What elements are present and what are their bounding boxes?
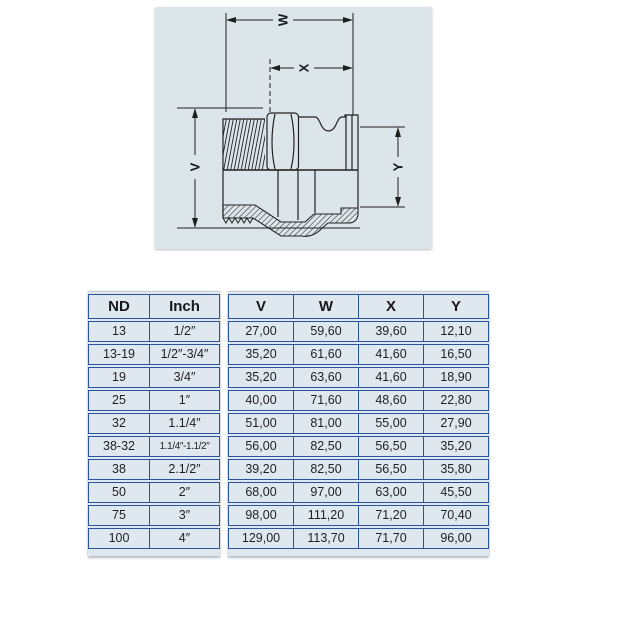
dim-label-w: W: [275, 13, 291, 27]
inch-value: 1.1/4″: [149, 414, 219, 433]
v-value: 27,00: [245, 324, 277, 339]
nd-value: 13: [112, 324, 126, 339]
inch-value: 1″: [149, 391, 219, 410]
table-row: [88, 459, 220, 480]
y-value: 12,10: [423, 322, 488, 341]
nd-value: 75: [112, 508, 126, 523]
nd-value: 50: [112, 485, 126, 500]
nd-value: 38-32: [103, 439, 135, 454]
x-value: 56,50: [358, 460, 423, 479]
table-row: [88, 482, 220, 503]
w-value: 71,60: [293, 391, 358, 410]
fitting-body: [213, 113, 358, 220]
section-hatch-band: [223, 205, 358, 236]
nd-value: 100: [108, 531, 130, 546]
y-value: 16,50: [423, 345, 488, 364]
cam-groove-profile: [299, 115, 359, 170]
table-row: [228, 528, 489, 549]
y-value: 18,90: [423, 368, 488, 387]
table-row: [88, 413, 220, 434]
table-row: [228, 390, 489, 411]
column-header-y: Y: [423, 295, 488, 318]
inch-value: 3/4″: [149, 368, 219, 387]
table-row: [88, 528, 220, 549]
hex-facet-right: [291, 114, 294, 169]
fitting-technical-drawing: [155, 7, 432, 249]
table-row: [88, 505, 220, 526]
x-value: 41,60: [358, 368, 423, 387]
end-cap-lines: [346, 115, 352, 170]
w-value: 97,00: [293, 483, 358, 502]
dim-label-y: Y: [390, 162, 406, 172]
inch-value: 1/2″-3/4″: [149, 345, 219, 364]
table-row: [228, 482, 489, 503]
y-value: 27,90: [423, 414, 488, 433]
table-row: [228, 344, 489, 365]
x-value: 56,50: [358, 437, 423, 456]
y-value: 35,20: [423, 437, 488, 456]
dim-label-x: X: [296, 63, 312, 73]
inch-value: 1/2″: [149, 322, 219, 341]
thread-section: [213, 118, 272, 171]
x-value: 48,60: [358, 391, 423, 410]
x-value: 63,00: [358, 483, 423, 502]
w-value: 59,60: [293, 322, 358, 341]
table-row: [228, 367, 489, 388]
v-value: 51,00: [245, 416, 277, 431]
thread-teeth: [223, 218, 253, 223]
fitting-diagram-panel: [155, 7, 432, 249]
v-value: 98,00: [245, 508, 277, 523]
nd-value: 38: [112, 462, 126, 477]
dimension-lines: [177, 13, 405, 228]
x-value: 55,00: [358, 414, 423, 433]
nd-value: 13-19: [103, 347, 135, 362]
y-value: 35,80: [423, 460, 488, 479]
table-row: [228, 436, 489, 457]
nd-value: 19: [112, 370, 126, 385]
v-value: 40,00: [245, 393, 277, 408]
inch-value: 2″: [149, 483, 219, 502]
v-value: 35,20: [245, 347, 277, 362]
column-header-w: W: [293, 295, 358, 318]
v-value: 39,20: [245, 462, 277, 477]
y-value: 45,50: [423, 483, 488, 502]
inch-value: 3″: [149, 506, 219, 525]
hex-facet-left: [272, 114, 275, 169]
w-value: 82,50: [293, 437, 358, 456]
x-value: 39,60: [358, 322, 423, 341]
column-header-v: V: [255, 298, 266, 315]
y-value: 22,80: [423, 391, 488, 410]
x-value: 71,20: [358, 506, 423, 525]
table-row: [88, 344, 220, 365]
y-value: 96,00: [423, 529, 488, 548]
column-header-inch: Inch: [149, 295, 219, 318]
nd-value: 32: [112, 416, 126, 431]
inch-value: 2.1/2″: [149, 460, 219, 479]
nd-inch-table: [88, 292, 220, 556]
dim-label-v: V: [187, 162, 203, 172]
w-value: 82,50: [293, 460, 358, 479]
table-header-row: [88, 294, 220, 319]
v-value: 68,00: [245, 485, 277, 500]
v-value: 56,00: [245, 439, 277, 454]
table-header-row: [228, 294, 489, 319]
table-row: [88, 390, 220, 411]
w-value: 81,00: [293, 414, 358, 433]
v-value: 35,20: [245, 370, 277, 385]
y-value: 70,40: [423, 506, 488, 525]
table-row: [88, 436, 220, 457]
inch-value: 4″: [149, 529, 219, 548]
nd-value: 25: [112, 393, 126, 408]
column-header-nd: ND: [108, 298, 130, 315]
table-row: [228, 321, 489, 342]
w-value: 113,70: [293, 529, 358, 548]
column-header-x: X: [358, 295, 423, 318]
table-row: [228, 505, 489, 526]
dimensions-table: [228, 292, 489, 556]
table-row: [88, 321, 220, 342]
v-value: 129,00: [241, 531, 281, 546]
inch-value: 1.1/4″-1.1/2″: [149, 437, 219, 456]
spec-tables: [88, 292, 489, 556]
table-row: [228, 459, 489, 480]
x-value: 41,60: [358, 345, 423, 364]
w-value: 63,60: [293, 368, 358, 387]
x-value: 71,70: [358, 529, 423, 548]
table-row: [228, 413, 489, 434]
thread-outline: [223, 119, 265, 170]
w-value: 111,20: [293, 506, 358, 525]
table-row: [88, 367, 220, 388]
w-value: 61,60: [293, 345, 358, 364]
